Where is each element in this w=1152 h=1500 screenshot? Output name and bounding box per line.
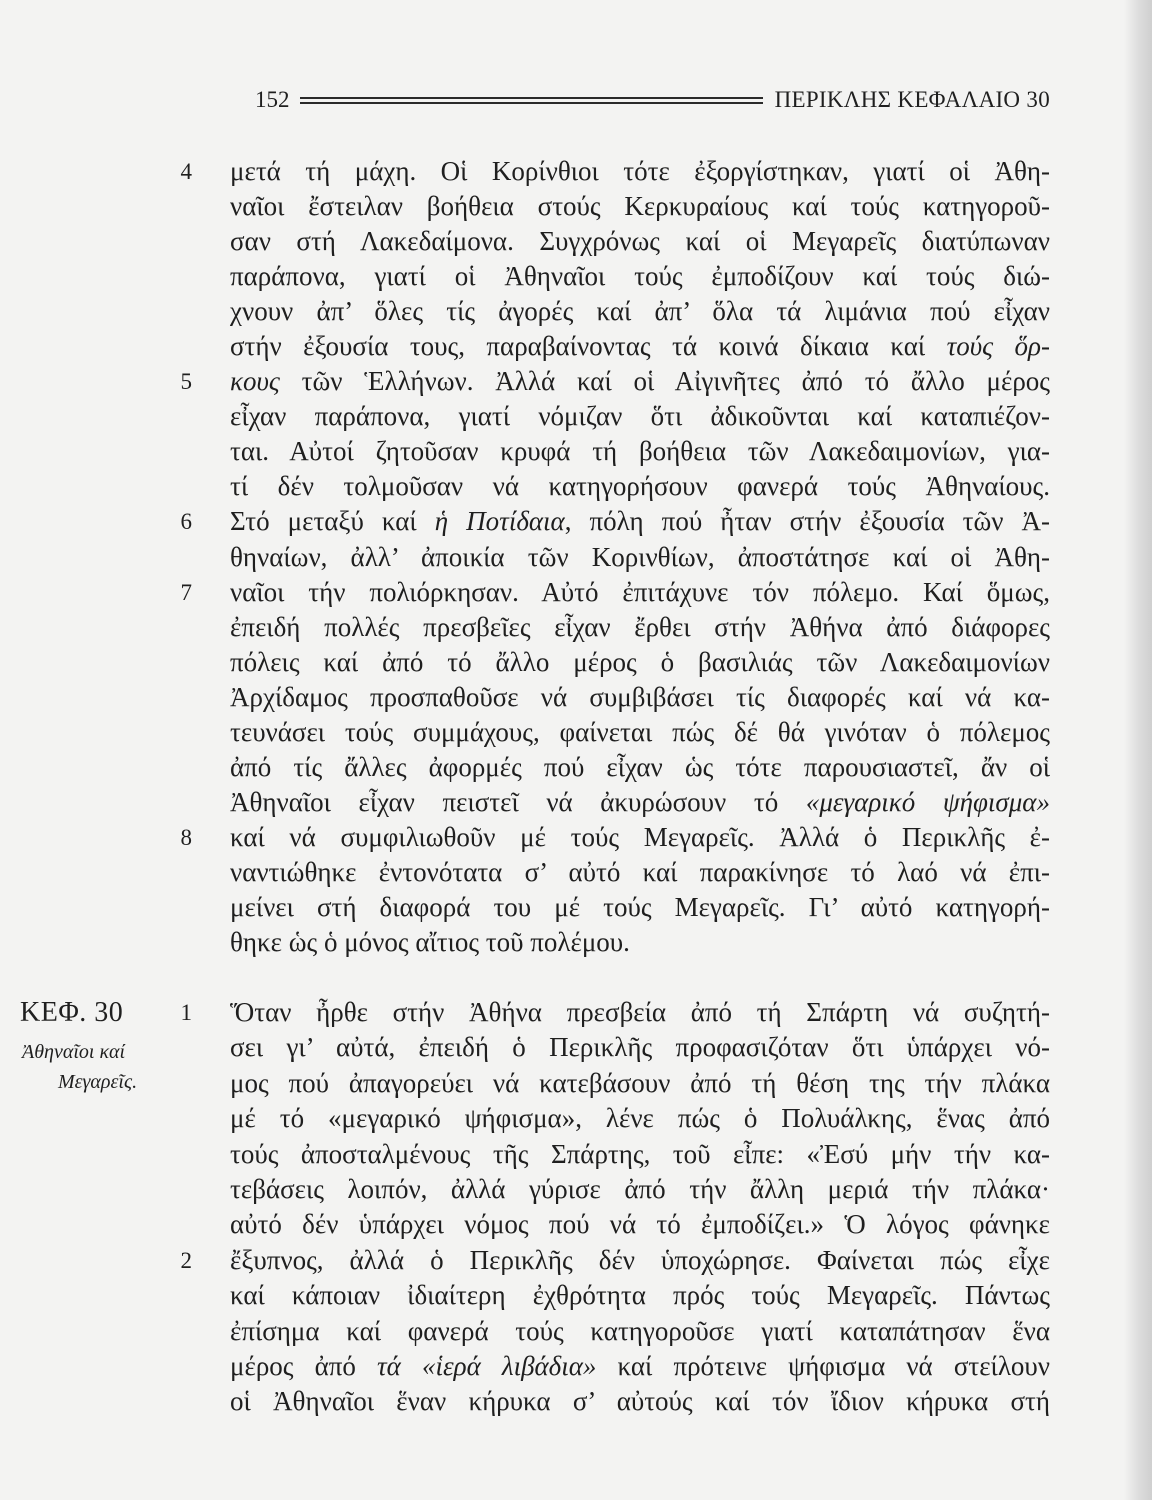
line-text: [230, 504, 1050, 539]
running-header: [255, 86, 1050, 114]
text-line: [230, 1030, 1050, 1065]
italic-phrase: τά «ἱερά λιβάδια»: [377, 1350, 597, 1381]
text-line: [230, 189, 1050, 224]
text-run: Στό μεταξύ καί: [230, 506, 435, 537]
text-line: [230, 855, 1050, 890]
text-line: [230, 890, 1050, 925]
line-text: μέ τό «μεγαρικό ψήφισμα», λένε πώς ὁ Πολυάλκης, ἕνας ἀπό: [230, 1103, 1050, 1134]
text-run: τῶν Ἑλλήνων. Ἀλλά καί οἱ Αἰγινῆτες ἀπό τό ἄλλο μέρος: [279, 366, 1050, 397]
margin-section-number: 5: [180, 369, 192, 395]
text-line: [180, 995, 1050, 1030]
text-run: μέρος ἀπό: [230, 1350, 378, 1381]
italic-phrase: «μεγαρικό ψήφισμα»: [805, 786, 1050, 817]
text-section-chapter-29: [180, 154, 1050, 960]
line-text: μείνει στή διαφορά του μέ τούς Μεγαρεῖς. Γι’ αὐτό κατηγορή-: [230, 891, 1050, 922]
text-line: [230, 785, 1050, 820]
text-line: [230, 1066, 1050, 1101]
line-text: εἶχαν παράπονα, γιατί νόμιζαν ὅτι ἀδικοῦνται καί καταπιέζον-: [230, 401, 1050, 432]
line-text: [230, 364, 1050, 399]
line-text: καί νά συμφιλιωθοῦν μέ τούς Μεγαρεῖς. Ἀλλά ὁ Περικλῆς ἐ-: [230, 821, 1050, 852]
text-line: [180, 154, 1050, 189]
page-edge-shadow: [1124, 0, 1152, 1500]
text-line: [180, 364, 1050, 399]
text-line: [230, 645, 1050, 680]
text-line: [230, 925, 1050, 960]
text-run: στήν ἐξουσία τους, παραβαίνοντας τά κοινά δίκαια καί: [230, 331, 947, 362]
line-text: [230, 785, 1050, 820]
line-text: παράπονα, γιατί οἱ Ἀθηναῖοι τούς ἐμποδίζουν καί τούς διώ-: [230, 261, 1050, 292]
line-text: ται. Αὐτοί ζητοῦσαν κρυφά τή βοήθεια τῶν Λακεδαιμονίων, για-: [230, 436, 1050, 467]
text-run: Ἀθηναῖοι εἶχαν πειστεῖ νά ἀκυρώσουν τό: [230, 786, 806, 817]
line-text: σαν στή Λακεδαίμονα. Συγχρόνως καί οἱ Μεγαρεῖς διατύπωναν: [230, 226, 1050, 257]
line-text: πόλεις καί ἀπό τό ἄλλο μέρος ὁ βασιλιάς τῶν Λακεδαιμονίων: [230, 646, 1050, 677]
line-text: [230, 329, 1050, 364]
text-run: , πόλη πού ἦταν στήν ἐξουσία τῶν Ἀ-: [564, 506, 1050, 537]
text-line: [230, 680, 1050, 715]
line-text: ἔξυπνος, ἀλλά ὁ Περικλῆς δέν ὑποχώρησε. Φαίνεται πώς εἶχε: [230, 1244, 1050, 1275]
text-section-chapter-30: [180, 995, 1050, 1420]
text-line: [230, 1101, 1050, 1136]
text-line: [230, 1349, 1050, 1384]
line-text: μετά τή μάχη. Οἱ Κορίνθιοι τότε ἐξοργίστηκαν, γιατί οἱ Ἀθη-: [230, 156, 1050, 186]
text-line: [230, 399, 1050, 434]
margin-section-number: 7: [180, 579, 192, 605]
margin-section-number: 8: [180, 824, 192, 850]
text-line: [230, 610, 1050, 645]
text-line: [230, 294, 1050, 329]
margin-section-number: 2: [180, 1247, 192, 1273]
line-text: θηκε ὡς ὁ μόνος αἴτιος τοῦ πολέμου.: [230, 927, 630, 958]
line-text: ἐπειδή πολλές πρεσβεῖες εἶχαν ἔρθει στήν Ἀθήνα ἀπό διάφορες: [230, 611, 1050, 642]
header-double-rule: [300, 97, 763, 104]
line-text: μος πού ἀπαγορεύει νά κατεβάσουν ἀπό τή θέση της τήν πλάκα: [230, 1067, 1050, 1098]
line-text: σει γι’ αὐτά, ἐπειδή ὁ Περικλῆς προφασιζόταν ὅτι ὑπάρχει νό-: [230, 1032, 1050, 1063]
italic-phrase: κους: [230, 366, 280, 397]
italic-phrase: τούς ὅρ-: [946, 331, 1050, 362]
line-text: αὐτό δέν ὑπάρχει νόμος πού νά τό ἐμποδίζει.» Ὁ λόγος φάνηκε: [230, 1209, 1050, 1240]
text-line: [230, 750, 1050, 785]
text-line: [230, 1137, 1050, 1172]
text-line: [230, 1384, 1050, 1419]
italic-phrase: ἡ Ποτίδαια: [434, 506, 565, 537]
text-line: [230, 540, 1050, 575]
line-text: χνουν ἀπ’ ὅλες τίς ἀγορές καί ἀπ’ ὅλα τά λιμάνια πού εἶχαν: [230, 296, 1050, 327]
text-line: [180, 504, 1050, 539]
line-text: ναντιώθηκε ἐντονότατα σ’ αὐτό καί παρακίνησε τό λαό νά ἐπι-: [230, 856, 1050, 887]
line-text: ἀπό τίς ἄλλες ἀφορμές πού εἶχαν ὡς τότε παρουσιαστεῖ, ἄν οἱ: [230, 751, 1050, 782]
text-line: [230, 329, 1050, 364]
margin-section-number: 1: [180, 1000, 192, 1025]
margin-subtitle-line: Μεγαρεῖς.: [58, 1071, 138, 1093]
line-text: ναῖοι ἔστειλαν βοήθεια στούς Κερκυραίους καί τούς κατηγοροῦ-: [230, 191, 1050, 222]
text-line: [230, 715, 1050, 750]
text-run: καί πρότεινε ψήφισμα νά στείλουν: [596, 1350, 1050, 1381]
text-line: [230, 1278, 1050, 1313]
margin-chapter-label: ΚΕΦ. 30: [20, 997, 124, 1028]
text-line: [230, 259, 1050, 294]
text-line: [230, 1172, 1050, 1207]
text-line: [230, 1314, 1050, 1349]
line-text: τεβάσεις λοιπόν, ἀλλά γύρισε ἀπό τήν ἄλλη μεριά τήν πλάκα·: [230, 1173, 1050, 1204]
line-text: ἐπίσημα καί φανερά τούς κατηγοροῦσε γιατί καταπάτησαν ἕνα: [230, 1315, 1050, 1346]
margin-section-number: 6: [180, 509, 192, 535]
text-line: [230, 1207, 1050, 1242]
page-number: 152: [255, 87, 290, 112]
running-title: ΠΕΡΙΚΛΗΣ ΚΕΦΑΛΑΙΟ 30: [774, 87, 1050, 112]
margin-subtitle-line: Ἀθηναῖοι καί: [22, 1041, 126, 1063]
text-line: [230, 434, 1050, 469]
line-text: θηναίων, ἀλλ’ ἀποικία τῶν Κορινθίων, ἀποστάτησε καί οἱ Ἀθη-: [230, 541, 1050, 572]
line-text: ναῖοι τήν πολιόρκησαν. Αὐτό ἐπιτάχυνε τόν πόλεμο. Καί ὅμως,: [230, 576, 1050, 607]
line-text: [230, 1349, 1050, 1384]
line-text: οἱ Ἀθηναῖοι ἕναν κήρυκα σ’ αὐτούς καί τόν ἴδιον κήρυκα στή: [230, 1386, 1050, 1417]
text-line: [180, 575, 1050, 610]
text-line: [180, 820, 1050, 855]
line-text: καί κάποιαν ἰδιαίτερη ἐχθρότητα πρός τούς Μεγαρεῖς. Πάντως: [230, 1280, 1050, 1311]
line-text: Ὅταν ἦρθε στήν Ἀθήνα πρεσβεία ἀπό τή Σπάρτη νά συζητή-: [230, 997, 1050, 1027]
margin-section-number: 4: [180, 159, 192, 184]
text-line: [230, 469, 1050, 504]
text-line: [230, 224, 1050, 259]
line-text: τί δέν τολμοῦσαν νά κατηγορήσουν φανερά τούς Ἀθηναίους.: [230, 471, 1050, 502]
line-text: Ἀρχίδαμος προσπαθοῦσε νά συμβιβάσει τίς διαφορές καί νά κα-: [230, 681, 1050, 712]
line-text: τούς ἀποσταλμένους τῆς Σπάρτης, τοῦ εἶπε: «Ἐσύ μήν τήν κα-: [230, 1138, 1050, 1169]
line-text: τευνάσει τούς συμμάχους, φαίνεται πώς δέ θά γινόταν ὁ πόλεμος: [230, 716, 1050, 747]
text-line: [180, 1243, 1050, 1278]
